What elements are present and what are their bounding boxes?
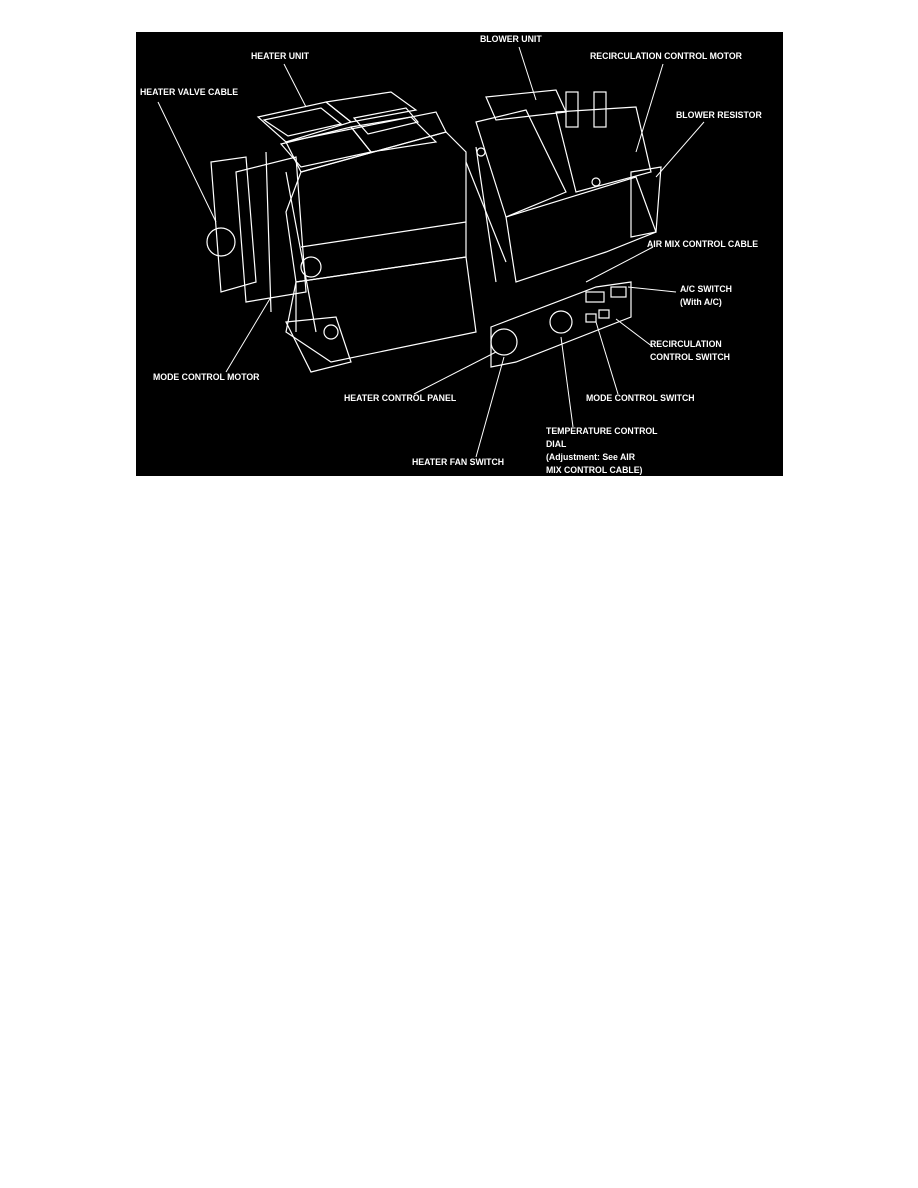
label-recirculation-control-switch-line2: CONTROL SWITCH — [650, 352, 730, 363]
label-mode-control-motor: MODE CONTROL MOTOR — [153, 372, 260, 383]
label-air-mix-control-cable: AIR MIX CONTROL CABLE — [647, 239, 759, 250]
label-blower-resistor: BLOWER RESISTOR — [676, 110, 762, 121]
label-heater-valve-cable: HEATER VALVE CABLE — [140, 87, 239, 98]
label-temperature-control-dial-line2: DIAL — [546, 439, 567, 450]
label-heater-fan-switch: HEATER FAN SWITCH — [412, 457, 505, 468]
label-mode-control-switch: MODE CONTROL SWITCH — [586, 393, 695, 404]
label-ac-switch: A/C SWITCH — [680, 284, 732, 295]
control-panel-drawing — [491, 282, 631, 367]
label-heater-unit: HEATER UNIT — [251, 51, 310, 62]
heater-unit-drawing — [207, 92, 476, 372]
label-temperature-control-dial-line3: (Adjustment: See AIR — [546, 452, 636, 463]
label-ac-switch-note: (With A/C) — [680, 297, 722, 308]
heater-system-diagram — [136, 32, 783, 476]
label-recirculation-control-motor: RECIRCULATION CONTROL MOTOR — [590, 51, 742, 62]
label-blower-unit: BLOWER UNIT — [480, 34, 542, 45]
label-heater-control-panel: HEATER CONTROL PANEL — [344, 393, 457, 404]
label-recirculation-control-switch: RECIRCULATION — [650, 339, 722, 350]
label-temperature-control-dial: TEMPERATURE CONTROL — [546, 426, 658, 437]
blower-unit-drawing — [466, 90, 661, 282]
label-temperature-control-dial-line4: MIX CONTROL CABLE) — [546, 465, 643, 476]
